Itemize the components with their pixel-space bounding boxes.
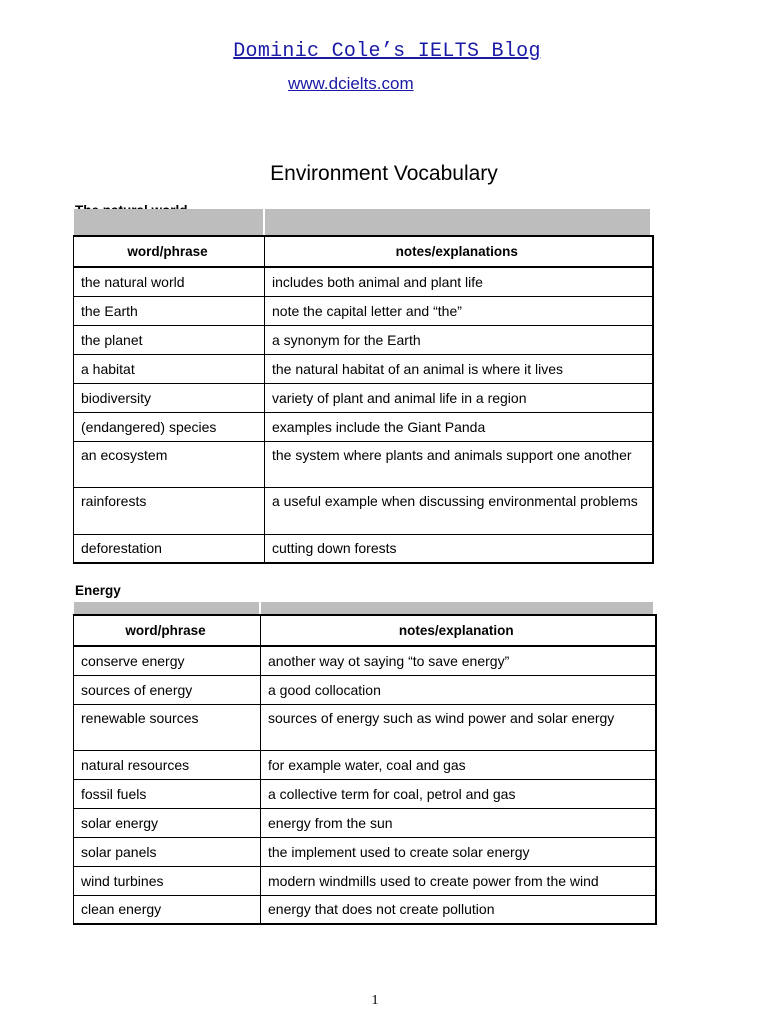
notes-cell: the natural habitat of an animal is where it lives xyxy=(265,354,653,383)
vocab-table-energy xyxy=(73,614,657,925)
notes-cell: another way ot saying “to save energy” xyxy=(261,646,656,675)
notes-cell: a collective term for coal, petrol and gas xyxy=(261,779,656,808)
vocab-table-natural-world xyxy=(73,235,654,564)
table-row xyxy=(74,837,656,866)
word-cell: conserve energy xyxy=(74,646,261,675)
word-cell: solar energy xyxy=(74,808,261,837)
table-row xyxy=(74,487,653,534)
table-row xyxy=(74,296,653,325)
table-row xyxy=(74,534,653,563)
word-cell: a habitat xyxy=(74,354,265,383)
blog-url-link[interactable]: www.dcielts.com xyxy=(288,74,414,93)
notes-cell: a good collocation xyxy=(261,675,656,704)
word-cell: fossil fuels xyxy=(74,779,261,808)
notes-cell: examples include the Giant Panda xyxy=(265,412,653,441)
notes-cell: cutting down forests xyxy=(265,534,653,563)
notes-cell: for example water, coal and gas xyxy=(261,750,656,779)
notes-cell: the system where plants and animals support one another xyxy=(265,441,653,487)
word-cell: rainforests xyxy=(74,487,265,534)
word-cell: sources of energy xyxy=(74,675,261,704)
word-cell: solar panels xyxy=(74,837,261,866)
table-row xyxy=(74,646,656,675)
table-row xyxy=(74,866,656,895)
notes-cell: variety of plant and animal life in a region xyxy=(265,383,653,412)
table-row xyxy=(74,750,656,779)
table-header-row xyxy=(74,615,656,646)
column-header-notes: notes/explanation xyxy=(261,615,656,646)
table-row xyxy=(74,808,656,837)
notes-cell: includes both animal and plant life xyxy=(265,267,653,296)
table-row xyxy=(74,895,656,924)
notes-cell: a synonym for the Earth xyxy=(265,325,653,354)
table-row xyxy=(74,675,656,704)
section-header-bar xyxy=(74,602,653,614)
table-row xyxy=(74,779,656,808)
table-row xyxy=(74,441,653,487)
notes-cell: energy from the sun xyxy=(261,808,656,837)
table-row xyxy=(74,704,656,750)
notes-cell: modern windmills used to create power from the wind xyxy=(261,866,656,895)
column-header-word: word/phrase xyxy=(74,236,265,267)
word-cell: renewable sources xyxy=(74,704,261,750)
word-cell: natural resources xyxy=(74,750,261,779)
table-row xyxy=(74,383,653,412)
word-cell: clean energy xyxy=(74,895,261,924)
notes-cell: sources of energy such as wind power and solar energy xyxy=(261,704,656,750)
blog-title-link[interactable]: Dominic Cole’s IELTS Blog xyxy=(233,40,541,63)
word-cell: the planet xyxy=(74,325,265,354)
table-row xyxy=(74,267,653,296)
word-cell: an ecosystem xyxy=(74,441,265,487)
page-number: 1 xyxy=(371,993,379,1008)
table-row xyxy=(74,325,653,354)
word-cell: the natural world xyxy=(74,267,265,296)
table-header-row xyxy=(74,236,653,267)
section-header-bar xyxy=(74,209,650,235)
notes-cell: note the capital letter and “the” xyxy=(265,296,653,325)
table-row xyxy=(74,354,653,383)
notes-cell: a useful example when discussing environmental problems xyxy=(265,487,653,534)
word-cell: biodiversity xyxy=(74,383,265,412)
page-title: Environment Vocabulary xyxy=(270,162,498,185)
column-header-notes: notes/explanations xyxy=(265,236,653,267)
section-title-energy: Energy xyxy=(75,583,121,598)
table-row xyxy=(74,412,653,441)
word-cell: the Earth xyxy=(74,296,265,325)
notes-cell: energy that does not create pollution xyxy=(261,895,656,924)
word-cell: (endangered) species xyxy=(74,412,265,441)
column-header-word: word/phrase xyxy=(74,615,261,646)
word-cell: deforestation xyxy=(74,534,265,563)
notes-cell: the implement used to create solar energy xyxy=(261,837,656,866)
word-cell: wind turbines xyxy=(74,866,261,895)
